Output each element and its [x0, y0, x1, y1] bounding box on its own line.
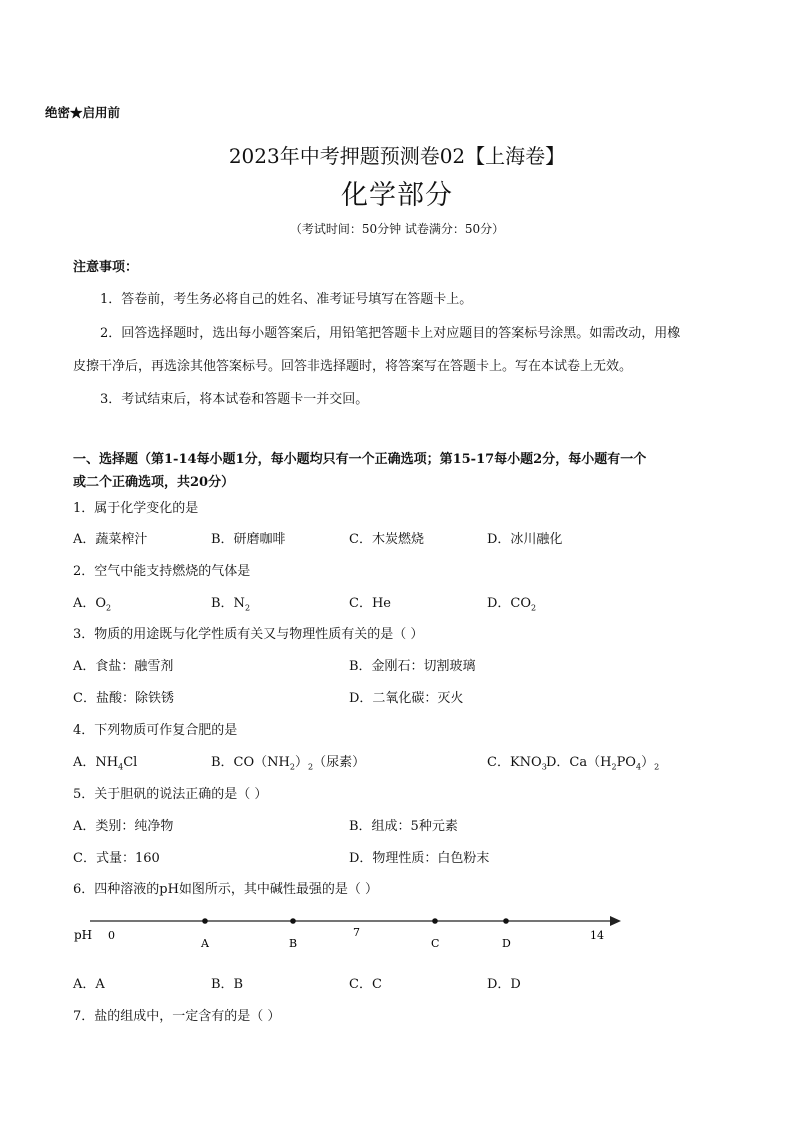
q6-option-c: C．C: [349, 977, 382, 992]
q4-stem: 4．下列物质可作复合肥的是: [73, 723, 238, 738]
q2-option-d-text: D．CO: [487, 596, 532, 611]
subject-title: 化学部分: [341, 180, 453, 211]
ph-point-a-dot: [202, 918, 208, 924]
q6-option-a: A．A: [73, 977, 105, 992]
q3-option-d: D．二氧化碳：灭火: [349, 691, 464, 706]
ph-point-d-label: D: [502, 937, 511, 950]
q4-d-sub: 2: [611, 762, 617, 772]
q4-b-sub2: 2: [307, 762, 314, 772]
q4-d-mid: PO: [616, 755, 636, 770]
q6-option-d: D．D: [487, 977, 521, 992]
q4-d-text: D．Ca（H: [546, 755, 612, 770]
q2-option-a: [73, 592, 111, 613]
q4-b-mid: ）: [294, 755, 308, 770]
notes-title: 注意事项：: [73, 260, 139, 275]
q1-option-c: C．木炭燃烧: [349, 532, 424, 547]
ph-point-b-label: B: [289, 937, 298, 950]
ph-tick-label-14: 14: [590, 929, 604, 942]
section-heading-line2: 或二个正确选项，共20分）: [73, 475, 235, 490]
q2-option-d-sub: 2: [531, 603, 537, 613]
q1-option-a: A．蔬菜榨汁: [73, 532, 148, 547]
q6-stem: 6．四种溶液的pH如图所示，其中碱性最强的是（ ）: [73, 882, 379, 897]
q2-stem: 2．空气中能支持燃烧的气体是: [73, 564, 251, 579]
q2-option-b-text: B．N: [211, 596, 245, 611]
q4-a-sub: 4: [118, 762, 124, 772]
ph-point-c-dot: [432, 918, 438, 924]
ph-point-b-dot: [290, 918, 296, 924]
note-item-3: 3．考试结束后，将本试卷和答题卡一并交回。: [100, 392, 369, 407]
q4-option-a: [73, 751, 137, 772]
q5-option-b: B．组成：5种元素: [349, 819, 458, 834]
exam-info: （考试时间：50分钟 试卷满分：50分）: [289, 222, 505, 236]
q3-option-b: B．金刚石：切割玻璃: [349, 659, 476, 674]
q4-option-c: [487, 751, 547, 772]
q2-option-c: C．He: [349, 596, 391, 611]
q4-b-post: （尿素）: [313, 755, 366, 770]
ph-tick-label-7: 7: [353, 926, 360, 939]
q4-a-text: A．NH: [73, 755, 119, 770]
q5-option-c: C．式量：160: [73, 851, 160, 866]
ph-point-a-label: A: [201, 937, 209, 950]
q4-c-sub: 3: [541, 762, 547, 772]
ph-tick-label-0: 0: [108, 929, 115, 942]
secret-label: 绝密★启用前: [45, 105, 121, 120]
q2-option-d: [487, 592, 536, 613]
q1-option-d: D．冰川融化: [487, 532, 563, 547]
q4-d-mid2: ）: [641, 755, 655, 770]
note-item-2-cont: 皮擦干净后，再选涂其他答案标号。回答非选择题时，将答案写在答题卡上。写在本试卷上无效。: [73, 359, 633, 374]
note-item-2: 2．回答选择题时，选出每小题答案后，用铅笔把答题卡上对应题目的答案标号涂黑。如需改动，用橡: [100, 326, 681, 341]
ph-axis-arrow: [610, 916, 621, 926]
exam-title: 2023年中考押题预测卷02【上海卷】: [228, 144, 566, 168]
section-heading-line1: 一、选择题（第1-14每小题1分，每小题均只有一个正确选项；第15-17每小题2分，每小题有一个: [73, 452, 647, 467]
section-heading: [73, 448, 738, 494]
q4-a-post: Cl: [123, 755, 138, 770]
q4-c-text: C．KNO: [487, 755, 542, 770]
q4-d-sub2: 4: [635, 762, 642, 772]
q3-option-a: A．食盐：融雪剂: [73, 659, 174, 674]
q4-d-sub3: 2: [654, 762, 660, 772]
ph-point-d-dot: [503, 918, 509, 924]
q3-option-c: C．盐酸：除铁锈: [73, 691, 174, 706]
q1-stem: 1．属于化学变化的是: [73, 501, 199, 516]
ph-axis-label: pH: [74, 928, 93, 942]
q3-stem: 3．物质的用途既与化学性质有关又与物理性质有关的是（ ）: [73, 627, 424, 642]
q5-option-d: D．物理性质：白色粉末: [349, 851, 490, 866]
q4-option-d: [546, 751, 659, 772]
q5-stem: 5．关于胆矾的说法正确的是（ ）: [73, 787, 268, 802]
ph-point-c-label: C: [431, 937, 440, 950]
q4-b-sub: 2: [289, 762, 295, 772]
q2-option-a-sub: 2: [106, 603, 112, 613]
q1-option-b: B．研磨咖啡: [211, 532, 286, 547]
note-item-1: 1．答卷前，考生务必将自己的姓名、准考证号填写在答题卡上。: [100, 292, 473, 307]
ph-number-line: [70, 905, 630, 955]
q4-b-text: B．CO（NH: [211, 755, 290, 770]
q5-option-a: A．类别：纯净物: [73, 819, 174, 834]
q7-stem: 7．盐的组成中，一定含有的是（ ）: [73, 1009, 281, 1024]
q2-option-b: [211, 592, 250, 613]
q2-option-b-sub: 2: [244, 603, 251, 613]
q4-option-b: [211, 751, 365, 772]
q2-option-a-text: A．O: [73, 596, 107, 611]
q6-option-b: B．B: [211, 977, 244, 992]
